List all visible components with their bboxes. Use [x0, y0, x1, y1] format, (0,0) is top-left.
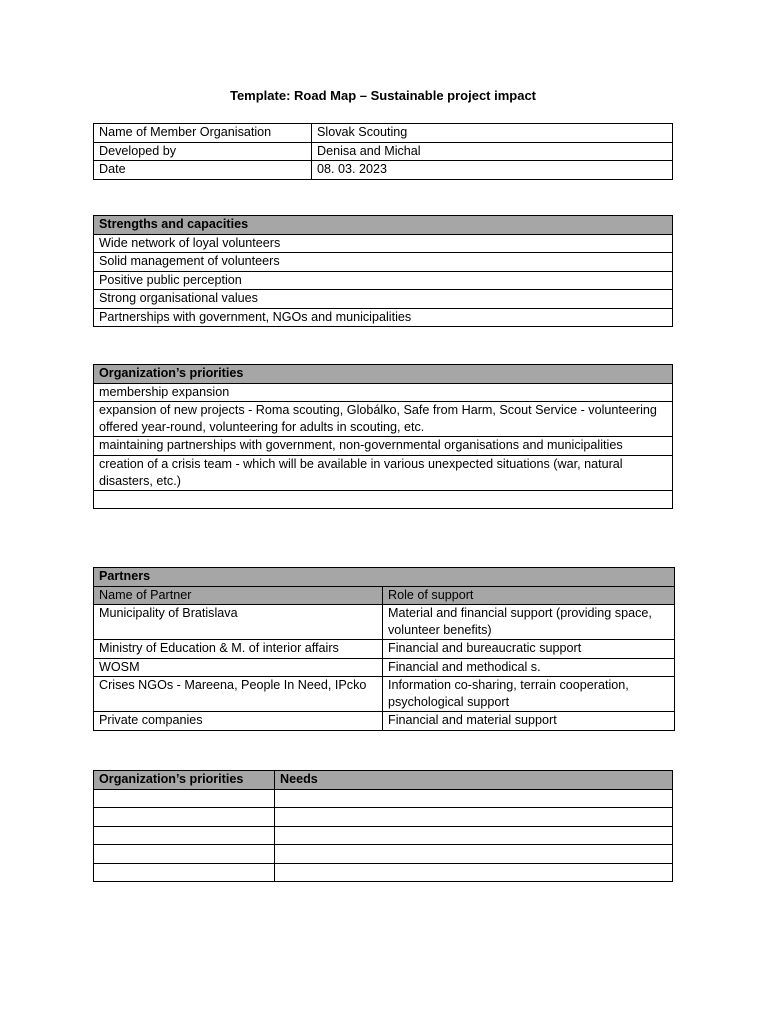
table-row	[94, 826, 673, 845]
page-title: Template: Road Map – Sustainable project impact	[229, 88, 537, 103]
table-row	[94, 308, 673, 327]
partner-role: Financial and material support	[383, 712, 675, 731]
table-row	[94, 605, 675, 640]
info-row-organisation	[94, 124, 673, 143]
empty-cell	[275, 789, 673, 808]
empty-cell	[94, 789, 275, 808]
info-row-developed-by	[94, 142, 673, 161]
table-row	[94, 383, 673, 402]
needs-table	[93, 770, 673, 882]
table-row	[94, 490, 673, 509]
priority-item	[94, 490, 673, 509]
info-label: Developed by	[94, 142, 312, 161]
column-header-role: Role of support	[383, 586, 675, 605]
partner-name: Ministry of Education & M. of interior affairs	[94, 640, 383, 659]
table-row	[94, 253, 673, 272]
info-value: Denisa and Michal	[312, 142, 673, 161]
table-row	[94, 658, 675, 677]
column-header-partner: Name of Partner	[94, 586, 383, 605]
empty-cell	[94, 808, 275, 827]
table-row	[94, 271, 673, 290]
priority-item: maintaining partnerships with government, non-governmental organisations and municipalities	[94, 437, 673, 456]
table-row	[94, 455, 673, 490]
table-row	[94, 640, 675, 659]
strengths-header: Strengths and capacities	[94, 216, 673, 235]
strengths-header-row	[94, 216, 673, 235]
partner-name: Private companies	[94, 712, 383, 731]
strength-item: Strong organisational values	[94, 290, 673, 309]
table-row	[94, 712, 675, 731]
partners-header: Partners	[94, 568, 675, 587]
partners-column-header-row	[94, 586, 675, 605]
priority-item: expansion of new projects - Roma scouting, Globálko, Safe from Harm, Scout Service - volunteering offered year-round, volunteering for adults in scouting, etc.	[94, 402, 673, 437]
priority-item: membership expansion	[94, 383, 673, 402]
needs-header-row	[94, 771, 673, 790]
column-header-needs: Needs	[275, 771, 673, 790]
strength-item: Positive public perception	[94, 271, 673, 290]
table-row	[94, 290, 673, 309]
info-value: Slovak Scouting	[312, 124, 673, 143]
empty-cell	[275, 808, 673, 827]
empty-cell	[275, 845, 673, 864]
priorities-header-row	[94, 365, 673, 384]
empty-cell	[94, 845, 275, 864]
partner-role: Financial and bureaucratic support	[383, 640, 675, 659]
empty-cell	[94, 826, 275, 845]
empty-cell	[94, 863, 275, 882]
table-row	[94, 789, 673, 808]
empty-cell	[275, 826, 673, 845]
priority-item: creation of a crisis team - which will be available in various unexpected situations (war, natural disasters, etc.)	[94, 455, 673, 490]
table-row	[94, 677, 675, 712]
column-header-priorities: Organization’s priorities	[94, 771, 275, 790]
partners-header-row	[94, 568, 675, 587]
table-row	[94, 402, 673, 437]
strength-item: Wide network of loyal volunteers	[94, 234, 673, 253]
table-row	[94, 234, 673, 253]
partner-name: WOSM	[94, 658, 383, 677]
info-label: Date	[94, 161, 312, 180]
partners-table	[93, 567, 675, 731]
table-row	[94, 845, 673, 864]
partner-name: Municipality of Bratislava	[94, 605, 383, 640]
info-label: Name of Member Organisation	[94, 124, 312, 143]
organisation-info-table	[93, 123, 673, 180]
partner-role: Financial and methodical s.	[383, 658, 675, 677]
partner-role: Material and financial support (providing space, volunteer benefits)	[383, 605, 675, 640]
priorities-header: Organization’s priorities	[94, 365, 673, 384]
partner-role: Information co-sharing, terrain cooperation, psychological support	[383, 677, 675, 712]
strength-item: Partnerships with government, NGOs and municipalities	[94, 308, 673, 327]
table-row	[94, 437, 673, 456]
strength-item: Solid management of volunteers	[94, 253, 673, 272]
empty-cell	[275, 863, 673, 882]
strengths-table	[93, 215, 673, 327]
table-row	[94, 863, 673, 882]
partner-name: Crises NGOs - Mareena, People In Need, IPcko	[94, 677, 383, 712]
info-row-date	[94, 161, 673, 180]
priorities-table	[93, 364, 673, 509]
info-value: 08. 03. 2023	[312, 161, 673, 180]
table-row	[94, 808, 673, 827]
